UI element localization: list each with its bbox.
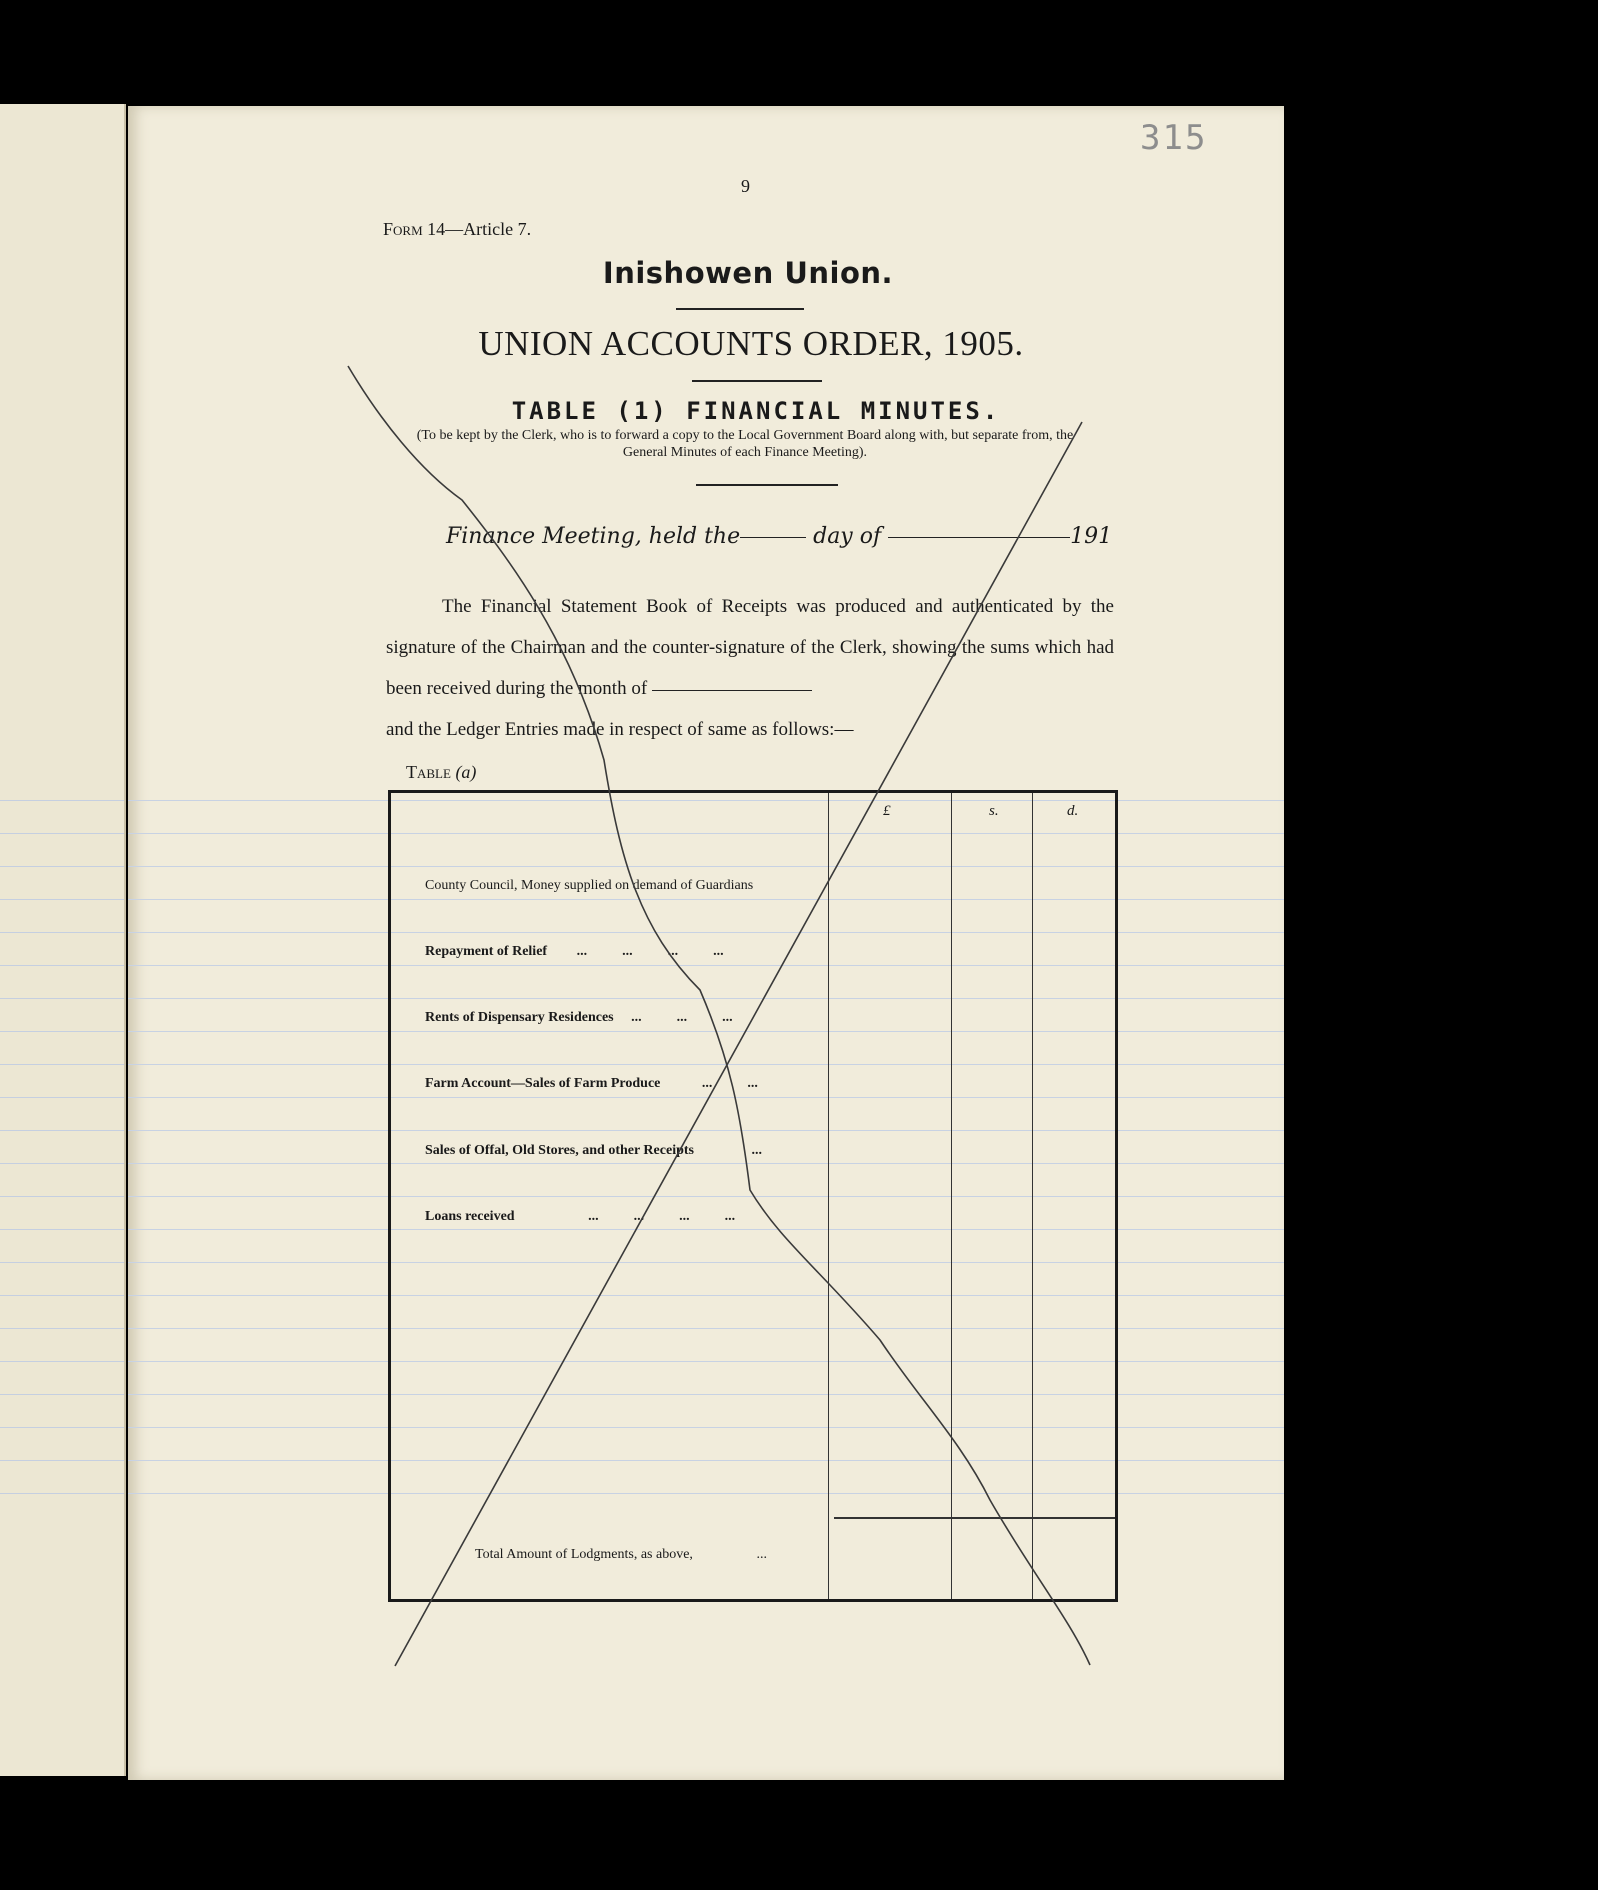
curved-stroke (348, 366, 1090, 1665)
union-name: Inishowen Union. (602, 256, 894, 290)
row-label: Loans received (425, 1209, 515, 1224)
meeting-day-of: day of (813, 524, 882, 549)
form-article: 14—Article 7. (427, 219, 532, 239)
row-dots: ... ... ... ... (588, 1209, 736, 1224)
instructions-note: (To be kept by the Clerk, who is to forward a copy to the Local Government Board along with, but separate from, the General Minutes of each Finance Meeting). (416, 428, 1074, 460)
table-word: Table (406, 762, 451, 782)
row-dots: ... ... (701, 1076, 758, 1091)
meeting-text: Finance Meeting, held the (446, 524, 741, 549)
row-label: Rents of Dispensary Residences (425, 1010, 614, 1025)
row-label: Farm Account—Sales of Farm Produce (425, 1076, 661, 1091)
statement-text: The Financial Statement Book of Receipts was produced and authenticated by the signature of the Chairman and the counter-signature of the Clerk, showing the sums which had been received during the month of (386, 596, 1114, 699)
statement-end: and the Ledger Entries made in respect of same as follows:— (386, 719, 854, 740)
form-word: Form (383, 219, 423, 239)
total-dots: ... (756, 1547, 767, 1562)
pence-header: d. (1067, 803, 1079, 819)
table-heading: TABLE (1) FINANCIAL MINUTES. (511, 397, 1001, 425)
total-label: Total Amount of Lodgments, as above, (475, 1547, 693, 1562)
row-label: County Council, Money supplied on demand of Guardians (425, 878, 754, 893)
table-letter: (a) (455, 762, 477, 782)
row-dots: ... ... ... (631, 1010, 733, 1025)
meeting-year: 191 (1070, 524, 1113, 549)
order-title: UNION ACCOUNTS ORDER, 1905. (478, 324, 1024, 363)
row-label: Repayment of Relief (425, 944, 548, 959)
row-dots: ... (751, 1143, 762, 1158)
folio-stamp: 315 (1140, 118, 1208, 158)
row-dots: ... ... ... ... (576, 944, 724, 959)
pounds-header: £ (883, 803, 891, 819)
shillings-header: s. (989, 803, 999, 819)
row-label: Sales of Offal, Old Stores, and other Receipts (425, 1143, 694, 1158)
page-number: 9 (741, 176, 750, 196)
